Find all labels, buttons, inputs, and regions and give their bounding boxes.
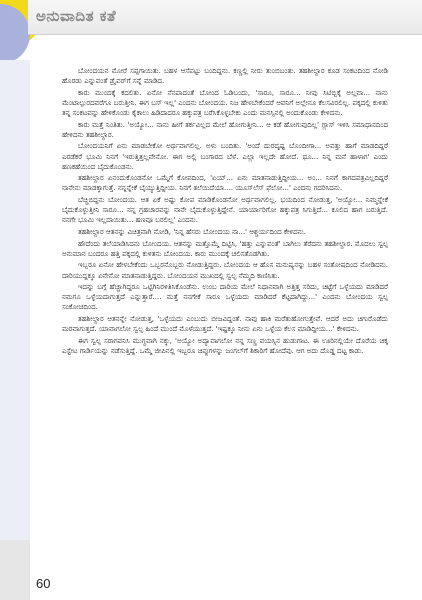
paragraph: ತಹಶೀಲ್ದಾರ ಆತನನ್ನು ವಿಚಿತ್ರವಾಗಿ ನೋಡಿ, 'ನಿನ್ನ ಹೆಸರು ಬೋಂದಯ ನಾ...' ಆಶ್ಚರ್ಯದಿಂದ ಕೇಳಿದನು. <box>78 227 306 236</box>
paragraph: ಕಾರು ಮತ್ತೆ ನಿಂತಿತು. 'ಅಯ್ಯೋ... ನಾನು ಹೀಗೆ ತರ್ಕವಿಲ್ಲದ ಮೇಲೆ ಹೋಗುತ್ತೀನಿ... ಆ ಕಡೆ ಹೋಗುವುದಿಲ್ಲ' ಗ್ಲಾಸ್ ಇಳಿಸಿ ಸಮಾಧಾನದಿಂದ ಹೇಳಿದನು ತಹಶೀಲ್ದಾರ. <box>62 120 388 139</box>
paragraph: ಈಗ ಸ್ವಲ್ಪ ಸರಾಗವನಿಸಿ ಮುಗ್ಧವಾಗಿ ನಕ್ಕು, 'ಅಯ್ಯೋ ಅದ್ಯಾವಾಗಲೋ ನನ್ನ ಸಣ್ಣ ವಯಸ್ಸಿನ ಹುಡುಗಾಟ. ಈ ಊರಿನಲ್ಲಿಯೇ ದೊರೆಯ ಚಿಕ್ಕ ಎಸ್ಟೇಟ ಗಾರ್ಡಿಯನ್ನು ನಡೆಸುತ್ತಿದ್ದೆ. ಒಮ್ಮೆ ಜೀಪಿನಲ್ಲಿ ಇಬ್ಬರೂ ಚಿಪ್ಪುಗಳನ್ನು ಜಂಗಲ್‌ಗೆ ಶಿಕಾರಿಗೆ ಹೋದೆವು. ಆಗ ಅದು ದೊಡ್ಡ ದಟ್ಟ ಕಾಡು. <box>62 336 388 355</box>
paragraph: ಬೋಂದಯನ ಮೋರೆ ಸಪ್ಪಗಾಯಿತು. ಬಹಳ ಆಸೆಪಟ್ಟು ಬಂದಿದ್ದನು. ಕಣ್ಣಲ್ಲಿ ನೀರು ತುಂಬಿಬಂತು. ತಹಶೀಲ್ದಾರ ಕೂಡ ಸಂಕಟದಿಂದ ನೋಡಿ ಹೊರಡು ಎನ್ನುವಂತೆ ಡ್ರೈವರ್‌ಗೆ ಸನ್ನೆ ಮಾಡಿದ. <box>62 67 388 86</box>
paragraph: ಬೋಂದಯನಿಗೆ ಏನು ಮಾಡಬೇಕೋ ಅರ್ಥವಾಗಲಿಲ್ಲ. ಅಳು ಬಂದಿತು. 'ಅಂದೆ ದುರದೃಷ್ಟ ಬೊಂದೀಗಾ... ಅವತ್ತು ಹಾಗೆ ಮಾಡದಿದ್ದರೆ ಎರಡೆಕರೆ ಭೂಮಿ ನಿನಗೆ 'ಇರುತ್ತಿತ್ತಲ್ಲವೇನೋ. ಈಗ ಅಲ್ಲಿ ಬಂಗಾರದ ಬೆಳೆ. ಎಲ್ಲಾ ಇಲ್ಲದೇ ಹೋದೆ. ಥೂ... ನಿನ್ನ ಮನೆ ಹಾಳಾಗ' ಎಂದು ಹಣಕಹೆಯಿಂದ ಬೈದುಕೊಂಡನು. <box>62 142 388 171</box>
page-number: 60 <box>36 576 51 591</box>
section-title: ಅನುವಾದಿತ ಕತೆ <box>36 7 117 25</box>
paragraph: ಕಾರು ಮುಂದಕ್ಕೆ ಕದಲಿತು. ಏನೋ ನೆನಪಾದಂತೆ ಬೋಂದ ಓಡಿಬಂದು, 'ಸಾರೂ, ಸಾರೂ... ನೀವು ಸಿಟಿಬ್ಬಿಕ್ಕೆ ಅಲ್ಲವಾ... ನಾನು ಮೆಂಟಾಲ್ಪುರದವರೆಗೂ ಬರುತ್ತೀನಿ. ಈಗ ಬಸ್ ಇಲ್ಲ' ಎಂದನು ಬೋಂದಯ. ನಿಜ ಹೇಳಬೇಕೆಂದರೆ ಆವನಿಗೆ ಅಲ್ಲೇನೂ ಕೆಲಸವಿರಲಿಲ್ಲ. ಪಕ್ಕದಲ್ಲಿ ಕುಳಿತು ತನ್ನ ಸಂಕಟವನ್ನು ಹೇಳಿಕೊಂಡು ಕೈಕಾಲು ಹಿಡಿದಾದರೂ ಹಕ್ಕುಪತ್ರ ಬರೆಸಿಕೊಳ್ಳಬೇಕು ಎಂದು ಮನಸ್ಸಿನಲ್ಲಿ ಅಂದುಕೊಂಡು ಕೇಳಿದನು. <box>62 88 388 117</box>
paragraph: ತಹಶೀಲ್ದಾರ ಆತನನ್ನೇ ನೋಡುತ್ತ, 'ಒಳ್ಳೆಯದು ಎಂಬುದು ಬೀಜವಿದ್ದಂತೆ. ನಾವು ಹಾಕಿ ಮರೆತುಹೋಗುತ್ತೇವೆ. ಆದರೆ ಅದು ಚಿಗುರೊಡೆದು ಮರವಾಗುತ್ತದೆ. ಯಾವಾಗಲೋ ಸ್ವಲ್ಪ ಹಿಂದೆ ಮುಂದೆ ಮೊಳೆಯುತ್ತದೆ. 'ಇಷ್ಟಕ್ಕೂ ನೀನು ಏನು ಒಳ್ಳೆಯ ಕೆಲಸ ಮಾಡಿದ್ದೀಯ...' ಕೇಳಿದನು. <box>62 315 388 334</box>
paragraph: ಇಬ್ಬರೂ ಏನೋ ಹೇಳಬೇಕೆಂದು ಒಬ್ಬರನೊಬ್ಬರು ನೋಡುತ್ತಿದ್ದರು. ಬೋಂದಯ ಆ ಹೊಸ ಮನುಷ್ಯನನ್ನು ಬಹಳ ಸಂತೋಷದಿಂದ ನೋಡಿದನು. ದಾರಿಯುದ್ದಕ್ಕೂ ಏನೇನೋ ಮಾತನಾಡುತ್ತಿದ್ದರು. ಬೋಂದಯನ ಮುಖದಲ್ಲಿ ಸ್ವಲ್ಪ ನೆಮ್ಮದಿ ಕಾಣಿಸಿತು. <box>62 261 388 280</box>
left-margin-bar <box>0 60 30 552</box>
left-margin-shade <box>0 540 30 600</box>
story-body <box>62 66 388 582</box>
paragraph: ತಹಶೀಲ್ದಾರ ಏನಂದುಕೊಂಡನೋ ಒಮ್ಮೆಗೆ ಕೋಪದಿಂದ, 'ಏಯ್... ಏನು ಮಾತನಾಡುತ್ತಿದ್ದೀಯ... ಅಂ... ನಿನಗೆ ಕಾಗದಪತ್ರವಿಲ್ಲದಿದ್ದರೆ ನಾನೇನು ಮಾಡಕ್ಕಾಗುತ್ತೆ. ನನ್ನನ್ನೇಕೆ ಬೈಯ್ಯುತ್ತಿದ್ದೀಯ. ನಿನಗೆ ತಲೆಯಿದೆಯಾ.... ಯೂಸ್‌ಲೆಸ್ ಫೆಲೋ...' ಎಂದನು ಗದರಿಸಿದನು. <box>62 174 388 193</box>
header-divider <box>28 34 422 35</box>
paragraph: ಬೆಚ್ಚಿಬಿದ್ದನು ಬೋಂದಯ. ಆತ ಏಕೆ ಅಷ್ಟು ಕೋಪ ಮಾಡಿಕೊಂಡನೋ ಅರ್ಥವಾಗಲಿಲ್ಲ. ಭಯದಿಂದ ನೋಡುತ್ತ, 'ಅಯ್ಯೋ... ನಿಮ್ಮನ್ನೇಕೆ ಬೈದುಕೊಳ್ಳುತ್ತೀನಿ ಸಾರೂ... ನನ್ನ ಗ್ರಹಚಾರವನ್ನು ನಾನೇ ಬೈದುಕೊಳ್ಳುತ್ತಿದ್ದೇನೆ. ಯಾರ್ಯಾರಿಗೋ ಹಕ್ಕುಪತ್ರ ಸಿಗುತ್ತಿದೆ... ಕೂಲಿದ ಹಾಗ ಬರುತ್ತಿದೆ. ನನಗೇ ಭೂಮಿ ಇಲ್ಲದಾಯಿತು... ಹಣವೂ ಬರಲಿಲ್ಲ' ಎಂದನು. <box>62 196 388 225</box>
paragraph: ಹೌದೆಂದು ತಲೆಯಾಡಿಸಿದನು ಬೋಂದಯ. ಆತನನ್ನು ಮತ್ತೊಮ್ಮೆ ದಿಟ್ಟಿಸಿ, 'ಹತ್ತು ಎನ್ನುವಂತೆ' ಬಾಗಿಲು ತೆರೆದನು ತಹಶೀಲ್ದಾರ. ಮೊದಲು ಸ್ವಲ್ಪ ಅನುಮಾನ ಬಂದರೂ ಹತ್ತಿ ಪಕ್ಕದಲ್ಲಿ ಕುಳಿತನು ಬೋಂದಯ. ಕಾರು ಮುಂದಕ್ಕೆ ಚಲಿಸತೊಡಗಿತು. <box>62 239 388 258</box>
paragraph: ಇದನ್ನು ಬಗ್ಗೆ ಹೆಚ್ಚಾಗಿದ್ದರೂ ಒಟ್ಟಿಗಿನಿರಳಿತಿಸಿಕೊಂಡೆನು. ಉಂಬ ದಾರಿಯ ಮೇಲೆ ನಿಧಾನವಾಗಿ ಅತ್ತಿತ್ತ ಸರಿದು, ಚಿಟ್ಟೆಗೆ ಒಳ್ಳೆಯದು ಮಾಡಿದರೆ ನಮಗೂ ಒಳ್ಳೆಯದಾಗುತ್ತದೆ ಎನ್ನುತ್ತಾರೆ.... ಮತ್ತೆ ನನಗೇಕೆ ಸಾರೂ ಒಳ್ಳೆಯದು ಮಾಡಿದರೆ ಕೆಟ್ಟದಾಗಿದ್ದು...' ಎಂದನು ಬೋಂದಯ ಸ್ವಲ್ಪ ಸಂಕೋಚದಿಂದ. <box>62 283 388 312</box>
